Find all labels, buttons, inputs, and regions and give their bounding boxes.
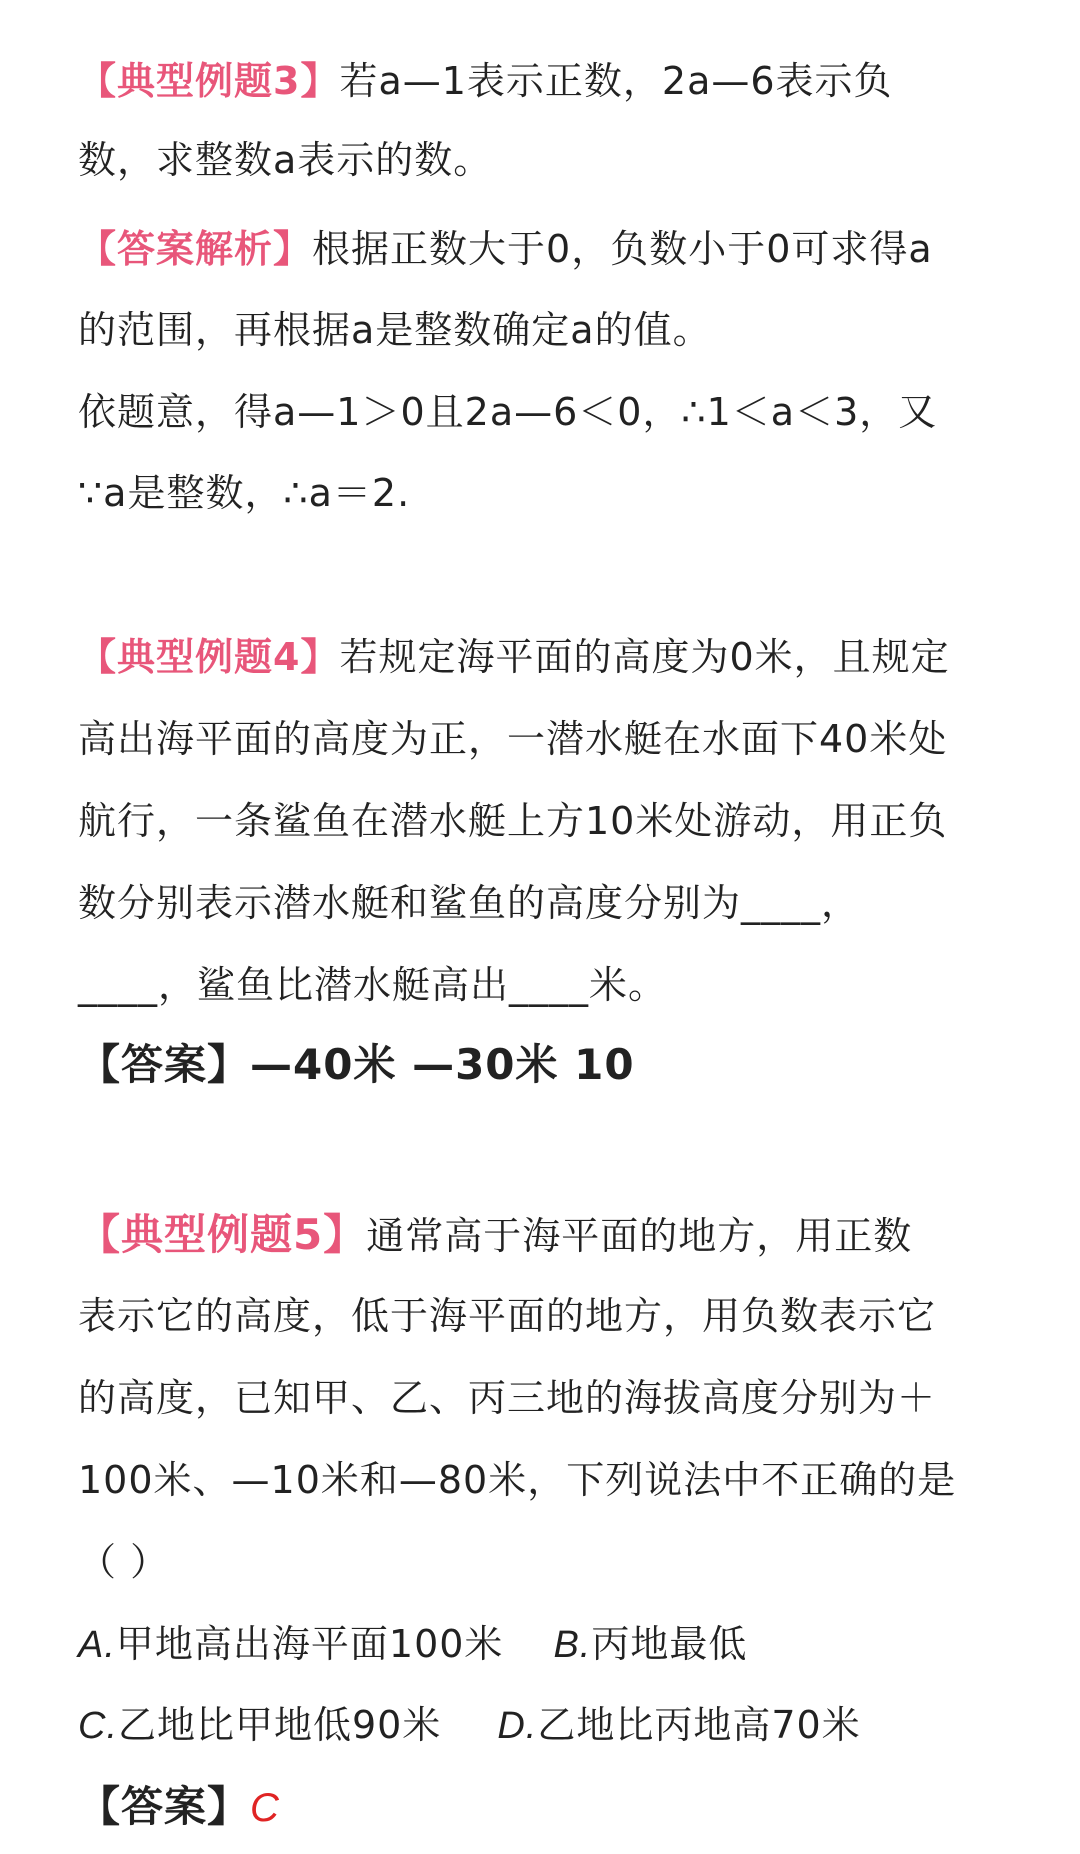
- example5-line1: [78, 1210, 1018, 1259]
- example3-line6: ∵a是整数，∴a＝2.: [78, 471, 411, 515]
- example3-analysis-tag: 【答案解析】: [78, 227, 313, 271]
- example5-options-ab: [78, 1622, 1018, 1666]
- option-b-text: 丙地最低: [591, 1622, 748, 1666]
- option-a-text: 甲地高出海平面100米: [115, 1622, 504, 1666]
- example3-line2: 数，求整数a表示的数。: [78, 138, 493, 182]
- example4-line1: [78, 635, 1018, 679]
- example5-options-cd: [78, 1703, 1018, 1747]
- example5-line5: （ ）: [78, 1540, 170, 1584]
- example5-tag: 【典型例题5】: [78, 1210, 367, 1259]
- example4-line2: 高出海平面的高度为正，一潜水艇在水面下40米处: [78, 717, 948, 761]
- example3-analysis-line: [78, 227, 1018, 271]
- example3-line1-text: 若a—1表示正数，2a—6表示负: [339, 59, 893, 103]
- example3-line1: [78, 59, 1018, 103]
- example4-tag: 【典型例题4】: [78, 635, 340, 679]
- option-d-text: 乙地比丙地高70米: [537, 1703, 861, 1747]
- example5-answer-tag: 【答案】: [78, 1782, 251, 1831]
- example3-line5: 依题意，得a—1＞0且2a—6＜0，∴1＜a＜3，又: [78, 390, 938, 434]
- example5-line4: 100米、—10米和—80米，下列说法中不正确的是: [78, 1458, 957, 1502]
- example4-line5: ____，鲨鱼比潜水艇高出____米。: [78, 963, 668, 1007]
- option-d-letter: D.: [497, 1705, 538, 1747]
- option-a-letter: A.: [78, 1624, 116, 1666]
- example4-answer-tag: 【答案】: [78, 1040, 251, 1089]
- example4-answer-text: —40米 —30米 10: [250, 1040, 635, 1089]
- example5-line1-text: 通常高于海平面的地方，用正数: [366, 1214, 913, 1258]
- example4-answer-line: [78, 1040, 1018, 1089]
- example3-line4: 的范围，再根据a是整数确定a的值。: [78, 308, 712, 352]
- option-c-letter: C.: [78, 1705, 118, 1747]
- example3-analysis-text: 根据正数大于0，负数小于0可求得a: [312, 227, 933, 271]
- example3-tag: 【典型例题3】: [78, 59, 340, 103]
- example5-line2: 表示它的高度，低于海平面的地方，用负数表示它: [78, 1294, 937, 1338]
- example4-line3: 航行，一条鲨鱼在潜水艇上方10米处游动，用正负: [78, 799, 948, 843]
- option-c-text: 乙地比甲地低90米: [118, 1703, 442, 1747]
- example5-answer-line: [78, 1782, 1018, 1831]
- option-b-letter: B.: [553, 1624, 592, 1666]
- example4-line1-text: 若规定海平面的高度为0米，且规定: [339, 635, 950, 679]
- example4-line4: 数分别表示潜水艇和鲨鱼的高度分别为____，: [78, 881, 861, 925]
- example5-line3: 的高度，已知甲、乙、丙三地的海拔高度分别为＋: [78, 1376, 937, 1420]
- example5-answer-value: C: [250, 1786, 280, 1830]
